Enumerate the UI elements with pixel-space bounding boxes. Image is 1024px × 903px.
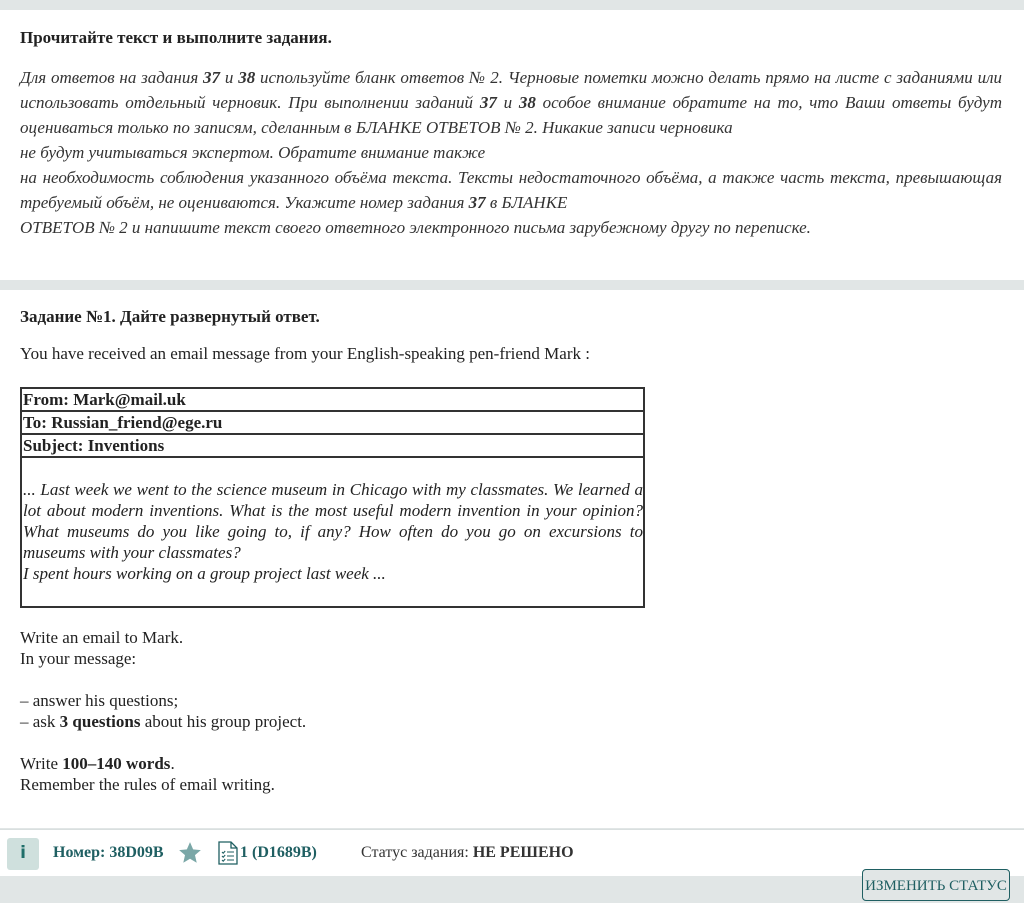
email-to: To: Russian_friend@ege.ru: [22, 412, 643, 435]
email-subject: Subject: Inventions: [22, 435, 643, 458]
task-title: Задание №1. Дайте развернутый ответ.: [20, 307, 320, 326]
status-text: Статус задания: НЕ РЕШЕНО: [361, 844, 574, 861]
email-box: [20, 387, 645, 608]
task-intro: You have received an email message from your English-speaking pen-friend Mark :: [20, 344, 590, 363]
email-from: From: Mark@mail.uk: [22, 389, 643, 412]
star-icon[interactable]: [177, 840, 203, 866]
info-button[interactable]: i: [7, 838, 39, 870]
email-body: ... Last week we went to the science museum in Chicago with my classmates. We learned a lot about modern inventions. What is the most useful modern invention in your opinion? What museums do you like going to, if any? How often do you go on excursions to museums with your classmates? I spent hours working on a group project last week ...: [23, 480, 643, 583]
related-task-link[interactable]: 1 (D1689B): [240, 844, 317, 861]
task-panel: [0, 290, 1024, 828]
instructions-title: Прочитайте текст и выполните задания.: [20, 28, 332, 47]
instructions-text: Для ответов на задания 37 и 38 используйте бланк ответов № 2. Черновые пометки можно делать прямо на листе с заданиями или использовать отдельный черновик. При выполнении заданий 37 и 38 особое внимание обратите на то, что Ваши ответы будут оцениваться только по записям, сделанным в БЛАНКЕ ОТВЕТОВ № 2. Никакие записи черновика не будут учитываться экспертом. Обратите внимание также на необходимость соблюдения указанного объёма текста. Тексты недостаточного объёма, а также часть текста, превышающая требуемый объём, не оцениваются. Укажите номер задания 37 в БЛАНКЕ ОТВЕТОВ № 2 и напишите текст своего ответного электронного письма зарубежному другу по переписке.: [20, 68, 1003, 237]
task-number: Номер: 38D09B: [53, 844, 164, 861]
bullet-ask: – ask 3 questions about his group project.: [20, 712, 307, 731]
document-list-icon[interactable]: [218, 841, 238, 865]
write-to-text: Write an email to Mark.: [20, 628, 184, 647]
status-value: НЕ РЕШЕНО: [472, 844, 574, 861]
task-requirements: [20, 627, 306, 795]
in-message-text: In your message:: [20, 649, 137, 668]
instructions-panel: [0, 10, 1024, 280]
change-status-button[interactable]: ИЗМЕНИТЬ СТАТУС: [862, 869, 1010, 901]
rules-text: Remember the rules of email writing.: [20, 775, 275, 794]
word-count-text: Write 100–140 words.: [20, 754, 175, 773]
bullet-answer: – answer his questions;: [20, 691, 179, 710]
